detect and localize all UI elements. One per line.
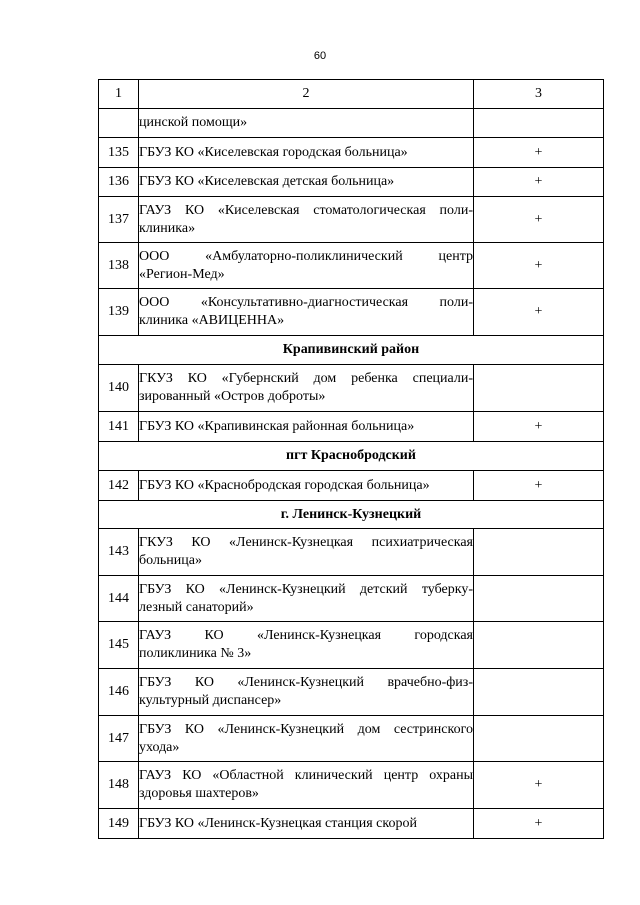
organization-name-line: поликлиника № 3» <box>139 646 252 661</box>
organization-name <box>139 716 474 762</box>
organization-name <box>139 109 474 138</box>
table-row <box>99 762 604 809</box>
row-number: 146 <box>99 669 139 716</box>
mark-cell: + <box>474 762 604 809</box>
row-number: 135 <box>99 138 139 168</box>
organization-name <box>139 168 474 197</box>
row-number: 143 <box>99 529 139 576</box>
mark-cell <box>474 716 604 762</box>
organization-name <box>139 576 474 622</box>
organization-name-line: культурный диспансер» <box>139 693 282 708</box>
organization-name-line: ООО «Консультативно-диагностическая поли- <box>139 295 473 310</box>
organization-name-line: ГАУЗ КО «Киселевская стоматологическая поли- <box>139 202 473 218</box>
row-number: 144 <box>99 576 139 622</box>
organization-name-line: клиника «АВИЦЕННА» <box>139 313 285 328</box>
organization-name-line: здоровья шахтеров» <box>139 786 259 801</box>
header-cell-mark: 3 <box>474 80 604 109</box>
table-row <box>99 138 604 168</box>
section-row <box>99 442 604 471</box>
organization-name <box>139 289 474 336</box>
row-number: 141 <box>99 412 139 442</box>
table-row <box>99 529 604 576</box>
mark-cell: + <box>474 412 604 442</box>
mark-cell <box>474 365 604 412</box>
row-number <box>99 109 139 138</box>
section-row <box>99 501 604 529</box>
mark-cell: + <box>474 243 604 289</box>
section-title: Крапивинский район <box>99 336 604 365</box>
table-row <box>99 197 604 243</box>
table-row <box>99 716 604 762</box>
table-row <box>99 809 604 839</box>
organization-name-line: зированный «Остров доброты» <box>139 389 326 404</box>
mark-cell: + <box>474 138 604 168</box>
organization-name <box>139 243 474 289</box>
mark-cell: + <box>474 809 604 839</box>
section-title: г. Ленинск-Кузнецкий <box>99 501 604 529</box>
table-header-row <box>99 80 604 109</box>
mark-cell <box>474 576 604 622</box>
mark-cell: + <box>474 197 604 243</box>
row-number: 145 <box>99 622 139 669</box>
organization-name-line: клиника» <box>139 220 196 236</box>
table-row <box>99 669 604 716</box>
organization-name <box>139 762 474 809</box>
organization-name-line: ГБУЗ КО «Краснобродская городская больница» <box>139 477 430 493</box>
organization-name-line: ГБУЗ КО «Ленинск-Кузнецкая станция скорой <box>139 815 417 831</box>
organization-name-line: цинской помощи» <box>139 115 248 130</box>
organization-name-line: ГБУЗ КО «Киселевская городская больница» <box>139 144 408 160</box>
row-number: 148 <box>99 762 139 809</box>
organization-name <box>139 197 474 243</box>
mark-cell: + <box>474 471 604 501</box>
row-number: 136 <box>99 168 139 197</box>
organization-name-line: лезный санаторий» <box>139 599 254 615</box>
section-title: пгт Краснобродский <box>99 442 604 471</box>
organization-name-line: «Регион-Мед» <box>139 266 225 282</box>
table-row <box>99 168 604 197</box>
organization-name <box>139 669 474 716</box>
mark-cell <box>474 622 604 669</box>
table-row <box>99 576 604 622</box>
organization-name-line: больница» <box>139 553 202 568</box>
mark-cell <box>474 109 604 138</box>
organization-name-line: ГАУЗ КО «Ленинск-Кузнецкая городская <box>139 628 473 643</box>
row-number: 149 <box>99 809 139 839</box>
organization-name-line: ГБУЗ КО «Крапивинская районная больница» <box>139 418 415 434</box>
row-number: 137 <box>99 197 139 243</box>
table-row <box>99 471 604 501</box>
organization-name-line: ГБУЗ КО «Киселевская детская больница» <box>139 174 395 189</box>
organization-name-line: ухода» <box>139 739 180 755</box>
mark-cell: + <box>474 168 604 197</box>
row-number: 147 <box>99 716 139 762</box>
organization-name-line: ГБУЗ КО «Ленинск-Кузнецкий врачебно-физ- <box>139 675 473 690</box>
organization-name-line: ГБУЗ КО «Ленинск-Кузнецкий дом сестринского <box>139 721 473 737</box>
organization-name-line: ГКУЗ КО «Ленинск-Кузнецкая психиатрическая <box>139 535 473 550</box>
organization-name <box>139 529 474 576</box>
organization-name-line: ГКУЗ КО «Губернский дом ребенка специали- <box>139 371 473 386</box>
header-cell-num: 1 <box>99 80 139 109</box>
row-number: 142 <box>99 471 139 501</box>
header-cell-name: 2 <box>139 80 474 109</box>
organization-name <box>139 412 474 442</box>
organizations-table <box>98 79 604 839</box>
table-row <box>99 289 604 336</box>
table-row <box>99 243 604 289</box>
organization-name <box>139 138 474 168</box>
organization-name-line: ГБУЗ КО «Ленинск-Кузнецкий детский туберку- <box>139 581 473 597</box>
mark-cell <box>474 669 604 716</box>
organization-name <box>139 622 474 669</box>
mark-cell <box>474 529 604 576</box>
row-number: 139 <box>99 289 139 336</box>
row-number: 140 <box>99 365 139 412</box>
organization-name <box>139 809 474 839</box>
section-row <box>99 336 604 365</box>
table-row <box>99 412 604 442</box>
table-row <box>99 109 604 138</box>
page-number: 60 <box>313 50 327 62</box>
table-row <box>99 622 604 669</box>
organization-name-line: ГАУЗ КО «Областной клинический центр охраны <box>139 768 473 783</box>
mark-cell: + <box>474 289 604 336</box>
table-row <box>99 365 604 412</box>
organization-name-line: ООО «Амбулаторно-поликлинический центр <box>139 248 473 264</box>
organization-name <box>139 365 474 412</box>
organization-name <box>139 471 474 501</box>
row-number: 138 <box>99 243 139 289</box>
